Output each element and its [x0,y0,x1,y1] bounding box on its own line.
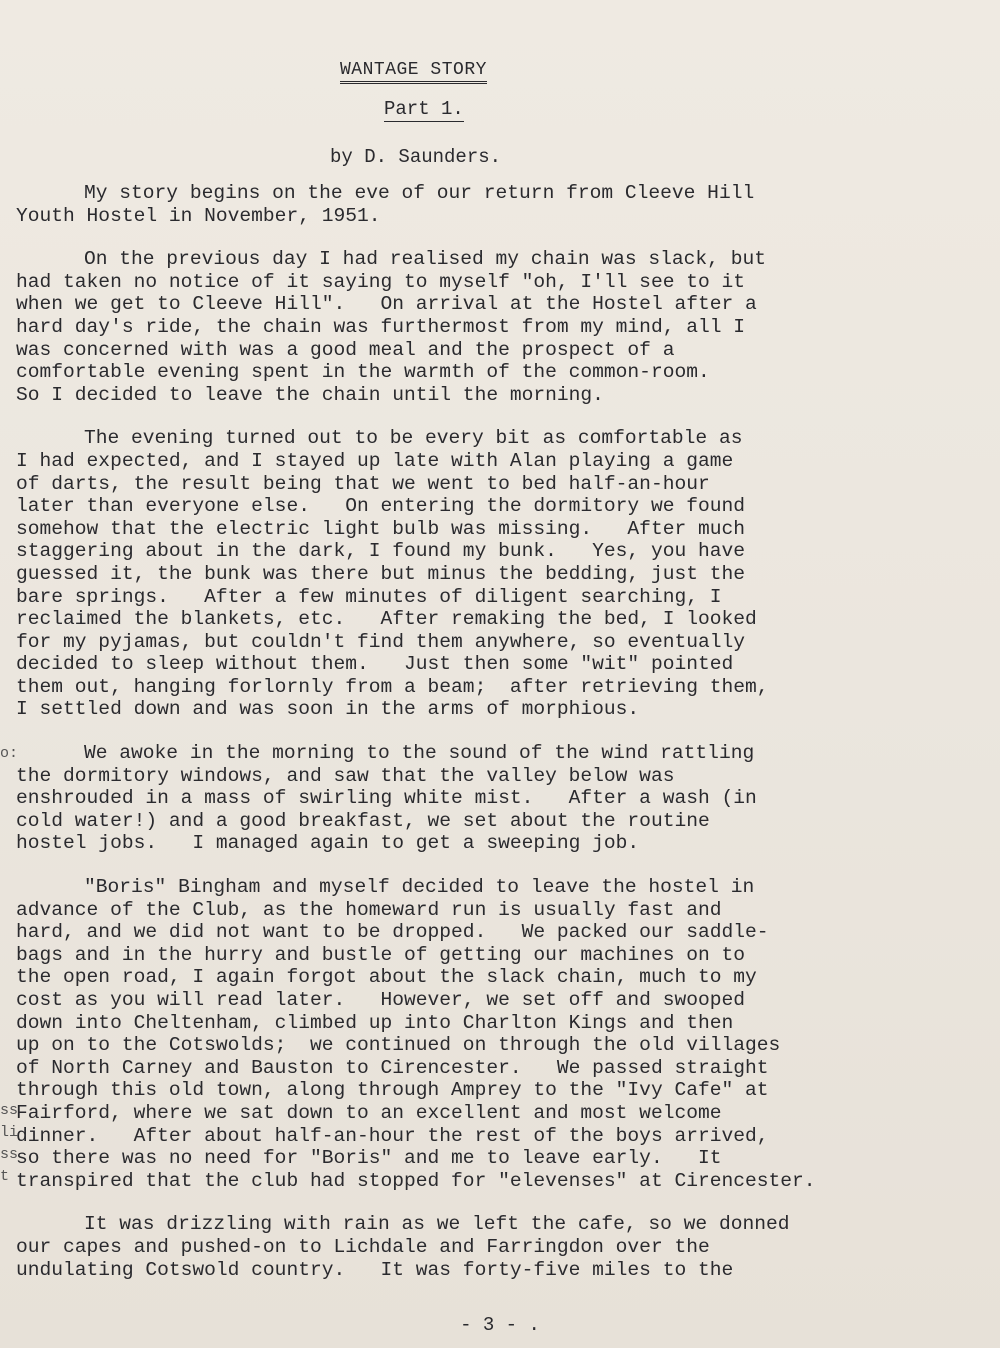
part-text: Part 1. [384,98,464,120]
text-line: It was drizzling with rain as we left the cafe, so we donned [84,1213,790,1236]
text-line: I had expected, and I stayed up late with Alan playing a game [16,449,734,472]
text-line: undulating Cotswold country. It was forty-five miles to the [16,1258,734,1281]
text-line: of darts, the result being that we went to bed half-an-hour [16,472,710,495]
text-line: cold water!) and a good breakfast, we set about the routine [16,809,710,832]
text-line: cost as you will read later. However, we set off and swooped [16,989,746,1011]
story-body [16,182,916,1302]
title-text: WANTAGE STORY [340,60,487,84]
text-line: was concerned with was a good meal and the prospect of a [16,338,675,361]
paragraph [16,427,916,721]
margin-fragments [0,1100,19,1188]
paragraph [16,742,916,855]
text-line: hard, and we did not want to be dropped. We packed our saddle- [16,921,769,944]
text-line: had taken no notice of it saying to myself "oh, I'll see to it [16,270,746,293]
text-line: them out, hanging forlornly from a beam; after retrieving them, [16,675,769,698]
text-line: bare springs. After a few minutes of diligent searching, I [16,585,722,608]
text-line: hostel jobs. I managed again to get a sweeping job. [16,832,640,855]
paragraph [16,1213,916,1281]
document-title [340,60,530,84]
text-line: guessed it, the bunk was there but minus the bedding, just the [16,562,746,585]
text-line: our capes and pushed-on to Lichdale and Farringdon over the [16,1235,710,1258]
text-line: reclaimed the blankets, etc. After remaking the bed, I looked [16,608,757,631]
text-line: On the previous day I had realised my chain was slack, but [84,248,766,271]
text-line: down into Cheltenham, climbed up into Charlton Kings and then [16,1011,734,1034]
text-line: dinner. After about half-an-hour the rest of the boys arrived, [16,1124,769,1147]
text-line: when we get to Cleeve Hill". On arrival at the Hostel after a [16,293,757,316]
text-line: transpired that the club had stopped for "elevenses" at Cirencester. [16,1169,816,1192]
margin-fragment: ss [0,1102,19,1119]
text-line: I settled down and was soon in the arms of morphious. [16,698,640,721]
text-line: Fairford, where we sat down to an excellent and most welcome [16,1101,722,1124]
byline: by D. Saunders. [330,146,502,168]
paragraph [16,182,916,227]
text-line: So I decided to leave the chain until the morning. [16,383,604,406]
text-line: for my pyjamas, but couldn't find them anywhere, so eventually [16,630,746,653]
text-line: the open road, I again forgot about the slack chain, much to my [16,966,757,989]
margin-fragment: li [0,1124,19,1141]
margin-mark: o: [0,745,19,762]
text-line: the dormitory windows, and saw that the valley below was [16,764,675,787]
text-line: so there was no need for "Boris" and me to leave early. It [16,1147,722,1170]
paragraph [16,248,916,406]
text-line: The evening turned out to be every bit as comfortable as [84,427,743,450]
text-line: bags and in the hurry and bustle of getting our machines on to [16,943,746,966]
text-line: through this old town, along through Amprey to the "Ivy Cafe" at [16,1079,769,1102]
text-line: of North Carney and Bauston to Cirencester. We passed straight [16,1056,769,1079]
text-line: decided to sleep without them. Just then some "wit" pointed [16,653,734,676]
paragraph [16,876,916,1192]
margin-fragment: ss [0,1146,19,1163]
text-line: My story begins on the eve of our return from Cleeve Hill [84,182,755,204]
text-line: enshrouded in a mass of swirling white mist. After a wash (in [16,787,757,810]
text-line: We awoke in the morning to the sound of the wind rattling [84,742,755,765]
margin-fragment: t [0,1168,10,1185]
text-line: "Boris" Bingham and myself decided to leave the hostel in [84,876,755,899]
text-line: hard day's ride, the chain was furthermost from my mind, all I [16,315,746,338]
text-line: later than everyone else. On entering the dormitory we found [16,495,746,518]
part-heading [384,98,504,120]
page-number: - 3 - . [460,1314,540,1336]
text-line: somehow that the electric light bulb was missing. After much [16,517,746,540]
text-line: advance of the Club, as the homeward run is usually fast and [16,898,722,921]
text-line: comfortable evening spent in the warmth of the common-room. [16,361,710,384]
text-line: staggering about in the dark, I found my bunk. Yes, you have [16,540,746,563]
text-line: up on to the Cotswolds; we continued on through the old villages [16,1034,781,1057]
text-line: Youth Hostel in November, 1951. [16,204,381,227]
